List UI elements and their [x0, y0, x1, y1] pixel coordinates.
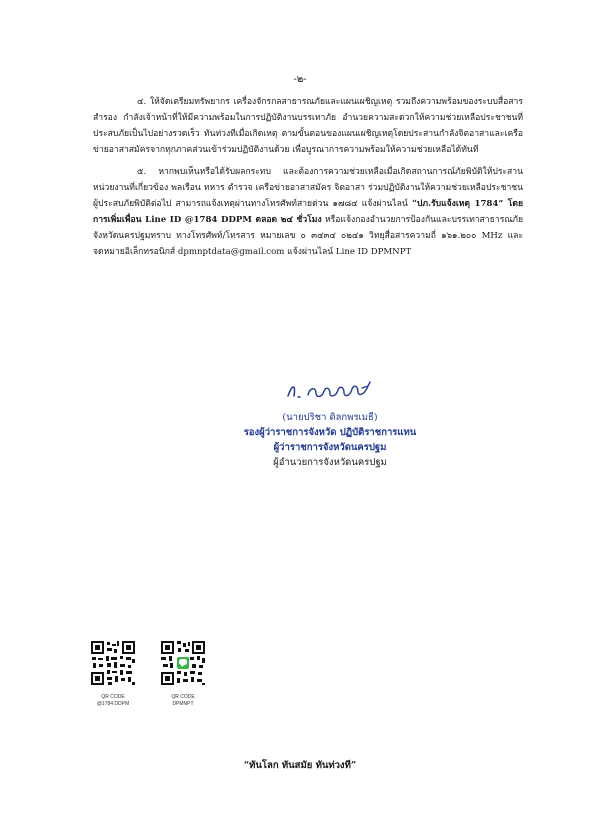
qr-sub-caption: @1784 DDPM — [96, 701, 130, 707]
signer-position-director: ผู้อำนวยการจังหวัดนครปฐม — [273, 457, 387, 468]
qr-code-line-1784[interactable] — [88, 640, 138, 708]
signer-name: (นายปริชา ดิลกพรเมธี) — [282, 412, 378, 423]
qr-caption: QR CODE — [101, 694, 125, 700]
paragraph-4: ๔. ให้จัดเตรียมทรัพยากร เครื่องจักรกลสาธารณภัยและแผนเผชิญเหตุ รวมถึงความพร้อมของระบบสื่อสารสำรอง กำลังเจ้าหน้าที่ให้มีความพร้อมในการปฏิบัติงานบรรเทาภัย อำนวยความสะดวกให้ความช่วยเหลือประชาชนที่ประสบภัยเป็นไปอย่างรวดเร็ว ทันท่วงทีเมื่อเกิดเหตุ ตามขั้นตอนของแผนเผชิญเหตุโดยประสานกำลังจิตอาสาและเครือข่ายอาสาสมัครจากทุกภาคส่วนเข้าร่วมปฏิบัติงานด้วย เพื่อบูรณาการความพร้อมให้ความช่วยเหลือได้ทันที — [93, 97, 523, 155]
signer-position-governor: ผู้ว่าราชการจังหวัดนครปฐม — [273, 442, 387, 453]
slogan: “ทันโลก ทันสมัย ทันท่วงที” — [243, 760, 357, 771]
qr-sub-caption: DPMNPT — [172, 701, 194, 707]
signature-block — [230, 378, 430, 470]
page-number: -๒- — [293, 74, 307, 85]
paragraph-5 — [93, 164, 523, 260]
letter-body — [93, 94, 523, 260]
qr-code-line-dpmnpt[interactable] — [158, 640, 208, 708]
handwritten-signature — [282, 378, 378, 404]
signer-position: รองผู้ว่าราชการจังหวัด ปฏิบัติราชการแทน — [243, 427, 417, 438]
qr-code-icon — [160, 640, 206, 686]
qr-caption: QR CODE — [171, 694, 195, 700]
qr-code-icon — [90, 640, 136, 686]
paragraph-5-text-b: หรือแจ้งกองอำนวยการป้องกันและบรรเทาสาธารณภัยจังหวัดนครปฐมทราบ ทางโทรศัพท์/โทรสาร หมายเลข ๐ ๓๔๓๔ ๐๒๔๑ วิทยุสื่อสารความถี่ ๑๖๑.๒๐๐ MHz และจดหมายอิเล็กทรอนิกส์ dpmnptdata@gmail.com แจ้งผ่านไลน์ Line ID DPMNPT — [93, 215, 523, 257]
paragraph-5-text-a: ๕. หากพบเห็นหรือได้รับผลกระทบ และต้องการความช่วยเหลือเมื่อเกิดสถานการณ์ภัยพิบัติให้ประสานหน่วยงานที่เกี่ยวข้อง พลเรือน ทหาร ตำรวจ เครือข่ายอาสาสมัคร จิตอาสา ร่วมปฏิบัติงานให้ความช่วยเหลือประชาชนผู้ประสบภัยพิบัติต่อไป สามารถแจ้งเหตุผ่านทางโทรศัพท์สายด่วน ๑๗๘๔ แจ้งผ่านไลน์ — [93, 167, 523, 209]
line-contact-highlight: “ปภ.รับแจ้งเหตุ 1784” โดยการเพิ่มเพื่อน Line ID @1784 DDPM ตลอด ๒๔ ชั่วโมง — [93, 199, 523, 225]
